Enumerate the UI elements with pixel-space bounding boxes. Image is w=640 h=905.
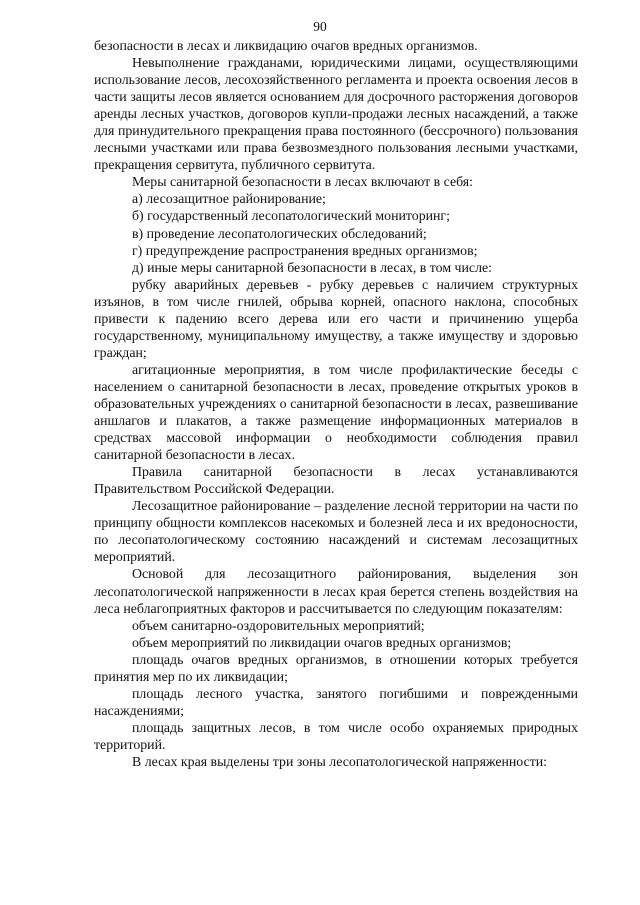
list-item: б) государственный лесопатологический мониторинг; [132, 208, 450, 224]
list-item: объем санитарно-оздоровительных мероприятий; [132, 617, 425, 633]
list-item: площадь лесного участка, занятого погибшими и поврежденными насаждениями; [94, 685, 578, 718]
list-item: д) иные меры санитарной безопасности в лесах, в том числе: [132, 259, 492, 275]
list-item: площадь защитных лесов, в том числе особо охраняемых природных территорий. [94, 719, 578, 752]
paragraph: В лесах края выделены три зоны лесопатологической напряженности: [132, 753, 548, 769]
paragraph: Лесозащитное районирование – разделение лесной территории на части по принципу общности комплексов насекомых и болезней леса и их вредоносности, по лесопатологическому состоянию насаждений и системам лесозащитных мероприятий. [94, 498, 578, 565]
paragraph: Правила санитарной безопасности в лесах устанавливаются Правительством Российской Федерации. [94, 464, 578, 497]
list-item: объем мероприятий по ликвидации очагов вредных организмов; [132, 634, 512, 650]
paragraph: Основой для лесозащитного районирования, выделения зон лесопатологической напряженности в лесах края берется степень воздействия на леса неблагоприятных факторов и рассчитывается по следующим показателям: [94, 566, 578, 616]
page-number: 90 [313, 19, 327, 34]
list-item: площадь очагов вредных организмов, в отношении которых требуется принятия мер по их ликвидации; [94, 651, 578, 684]
paragraph: рубку аварийных деревьев - рубку деревьев с наличием структурных изъянов, в том числе гнилей, обрыва корней, опасного наклона, способных привести к падению всего дерева или его части и причинению ущерба государственному, муниципальному имуществу, а также имуществу и здоровью граждан; [94, 276, 578, 360]
document-body [94, 37, 578, 770]
paragraph: агитационные мероприятия, в том числе профилактические беседы с населением о санитарной безопасности в лесах, проведение открытых уроков в образовательных учреждениях о санитарной безопасности в лесах, развешивание аншлагов и плакатов, а также размещение информационных материалов в средствах массовой информации о необходимости соблюдения правил санитарной безопасности в лесах. [94, 361, 578, 463]
list-item: а) лесозащитное районирование; [132, 191, 326, 207]
list-item: г) предупреждение распространения вредных организмов; [132, 242, 478, 258]
paragraph: безопасности в лесах и ликвидацию очагов вредных организмов. [94, 38, 478, 53]
paragraph: Меры санитарной безопасности в лесах включают в себя: [132, 174, 474, 190]
paragraph: Невыполнение гражданами, юридическими лицами, осуществляющими использование лесов, лесохозяйственного регламента и проекта освоения лесов в части защиты лесов является основанием для досрочного расторжения договоров аренды лесных участков, договоров купли-продажи лесных насаждений, а также для принудительного прекращения права постоянного (бессрочного) пользования лесными участками или права безвозмездного пользования лесными участками, прекращения сервитута, публичного сервитута. [94, 55, 578, 173]
list-item: в) проведение лесопатологических обследований; [132, 225, 427, 241]
